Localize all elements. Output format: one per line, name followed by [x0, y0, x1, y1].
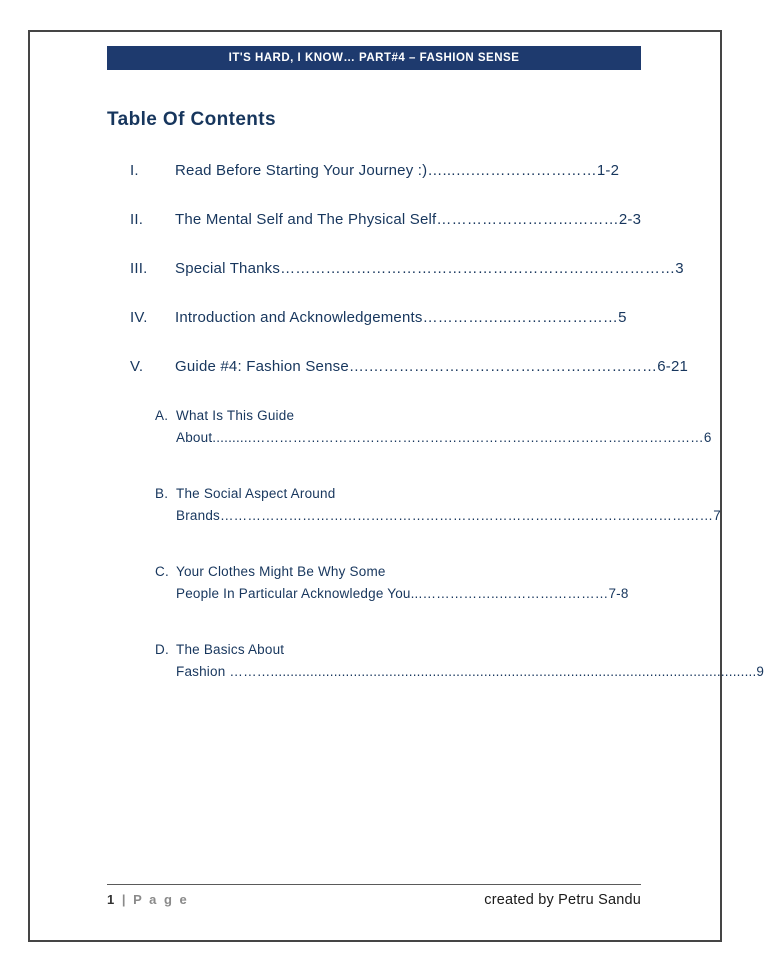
document-header-title: IT'S HARD, I KNOW… PART#4 – FASHION SENSE [228, 52, 520, 64]
toc-entry-title: Guide #4: Fashion Sense….………………………………………………… [175, 358, 658, 375]
toc-sub-list [107, 405, 764, 682]
footer-page-word: | P a g e [121, 892, 189, 907]
toc-entry-numeral: I. [130, 162, 139, 179]
toc-entry-numeral: II. [130, 211, 144, 228]
footer-page-number: 1 [107, 892, 117, 907]
toc-sub-entry-title: Fashion ………........................................................................................................................... [176, 663, 757, 679]
toc-entry-text [175, 258, 684, 280]
toc-entry [107, 307, 641, 329]
page-content [107, 46, 764, 942]
toc-sub-entry-text [176, 483, 721, 526]
toc-sub-entry-pages: 7 [713, 507, 721, 523]
toc-sub-entry-title: About..........……………………………………………………………………………………… [176, 429, 704, 445]
toc-sub-entry-letter: B. [155, 486, 169, 501]
toc-entry-text [175, 209, 641, 231]
toc-sub-entry-letter: C. [155, 564, 169, 579]
toc-entry-title: Read Before Starting Your Journey :)…...….…………………… [175, 162, 597, 179]
toc-sub-entry-letter: A. [155, 408, 169, 423]
toc-entry [107, 356, 689, 378]
toc-main-list [107, 160, 689, 378]
toc-sub-entry-line1: What Is This Guide [176, 408, 295, 423]
toc-heading: Table Of Contents [107, 109, 277, 130]
toc-entry-title: The Mental Self and The Physical Self……………………………… [175, 211, 619, 228]
toc-sub-entry-text [176, 639, 764, 682]
toc-entry-numeral: V. [130, 358, 144, 375]
toc-sub-entry-title: Brands……………………………………………………………………………………………… [176, 507, 714, 523]
toc-sub-entry [107, 405, 712, 448]
toc-entry-pages: 6-21 [657, 358, 689, 375]
toc-entry-pages: 1-2 [596, 162, 620, 179]
toc-sub-entry-line2 [176, 508, 721, 523]
toc-entry-pages: 2-3 [618, 211, 642, 228]
toc-sub-entry-line1: Your Clothes Might Be Why Some [176, 564, 386, 579]
toc-sub-entry-text [176, 561, 641, 604]
toc-entry-pages: 5 [618, 309, 627, 326]
toc-entry-title: Introduction and Acknowledgements……………...………………… [175, 309, 619, 326]
toc-entry-title: Special Thanks…………………………………………………………………… [175, 260, 676, 277]
toc-sub-entry [107, 483, 721, 526]
footer-page-label [107, 892, 189, 907]
toc-sub-entry-pages: 6 [703, 429, 712, 445]
toc-sub-entry-line2 [176, 430, 712, 445]
toc-entry [107, 258, 684, 280]
toc-sub-entry [107, 561, 641, 604]
toc-sub-entry-pages: 9 [756, 663, 764, 679]
toc-sub-entry-line1: The Social Aspect Around [176, 486, 336, 501]
toc-sub-entry-line1: The Basics About [176, 642, 285, 657]
toc-sub-entry-letter: D. [155, 642, 169, 657]
toc-sub-entry-pages: 7-8 [608, 585, 629, 601]
toc-entry-text [175, 160, 641, 182]
page-footer [107, 884, 641, 908]
toc-entry-text [175, 307, 641, 329]
toc-sub-entry-text [176, 405, 712, 448]
footer-row [107, 892, 641, 908]
toc-entry-pages: 3 [675, 260, 684, 277]
toc-sub-entry-title: People In Particular Acknowledge You...……………..…………………… [176, 585, 609, 601]
toc-sub-entry [107, 639, 764, 682]
toc-sub-entry-line2 [176, 664, 764, 679]
toc-entry-text [175, 356, 688, 378]
toc-entry-numeral: III. [130, 260, 148, 277]
footer-divider [107, 884, 641, 885]
toc-entry-numeral: IV. [130, 309, 148, 326]
toc-entry [107, 209, 641, 231]
footer-credit: created by Petru Sandu [484, 892, 641, 908]
document-header-bar [107, 46, 641, 70]
toc-entry [107, 160, 641, 182]
toc-sub-entry-line2 [176, 586, 629, 601]
